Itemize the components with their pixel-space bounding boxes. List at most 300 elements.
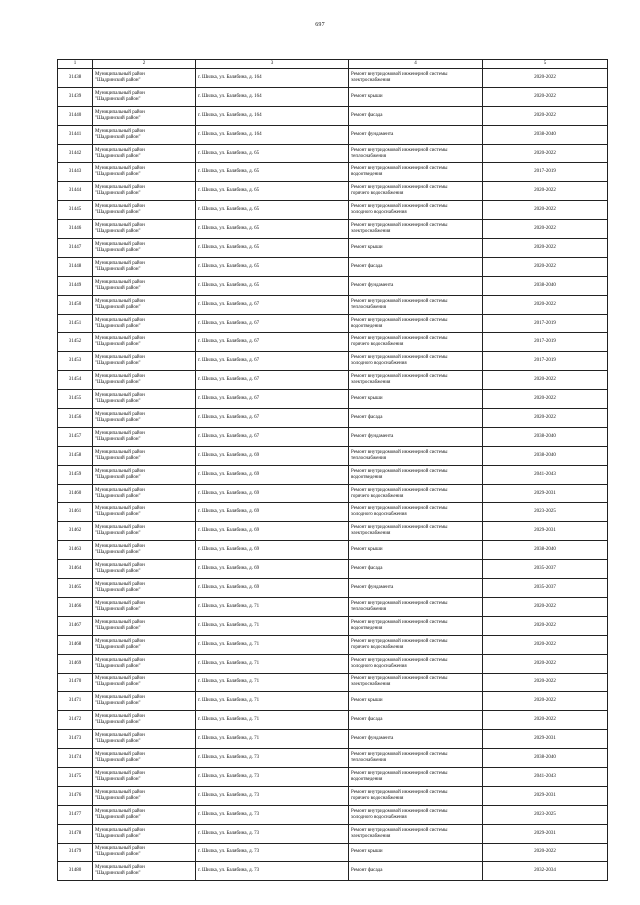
period-cell: 2020-2022 <box>483 409 608 428</box>
work-type-line: Ремонт внутридомовой инженерной системы <box>351 657 448 663</box>
page-number: 697 <box>315 22 325 28</box>
district-line: "Шадринский район" <box>95 323 141 329</box>
district-cell <box>93 465 196 484</box>
work-type-cell <box>349 144 483 163</box>
table-row <box>58 843 608 862</box>
district-line: Муниципальный район <box>95 714 145 720</box>
table-row <box>58 201 608 220</box>
district-line: Муниципальный район <box>95 449 145 455</box>
district-cell <box>93 163 196 182</box>
address-cell: г. Шилка, ул. Балябина, д. 69 <box>196 484 349 503</box>
row-number: 31439 <box>58 87 93 106</box>
row-number: 31478 <box>58 824 93 843</box>
work-type-line: водоотведения <box>351 474 383 480</box>
district-line: "Шадринский район" <box>95 493 141 499</box>
work-type-line: теплоснабжения <box>351 304 386 310</box>
address-cell: г. Шилка, ул. Балябина, д. 65 <box>196 257 349 276</box>
work-type-cell <box>349 786 483 805</box>
work-type-line: водоотведения <box>351 323 383 329</box>
district-line: Муниципальный район <box>95 336 145 342</box>
district-line: Муниципальный район <box>95 109 145 115</box>
work-type-cell <box>349 239 483 258</box>
table-row <box>58 484 608 503</box>
address-cell: г. Шилка, ул. Балябина, д. 65 <box>196 239 349 258</box>
district-line: Муниципальный район <box>95 90 145 96</box>
district-cell <box>93 824 196 843</box>
table-row <box>58 390 608 409</box>
district-line: "Шадринский район" <box>95 739 141 745</box>
work-type-line: Ремонт внутридомовой инженерной системы <box>351 827 448 833</box>
address-cell: г. Шилка, ул. Балябина, д. 69 <box>196 522 349 541</box>
period-cell: 2029-2031 <box>483 730 608 749</box>
district-cell <box>93 201 196 220</box>
district-cell <box>93 182 196 201</box>
work-type-line: электроснабжения <box>351 833 391 839</box>
table-row <box>58 106 608 125</box>
row-number: 31447 <box>58 239 93 258</box>
table-row <box>58 805 608 824</box>
row-number: 31466 <box>58 597 93 616</box>
address-cell: г. Шилка, ул. Балябина, д. 69 <box>196 503 349 522</box>
row-number: 31473 <box>58 730 93 749</box>
district-line: "Шадринский район" <box>95 417 141 423</box>
district-line: "Шадринский район" <box>95 285 141 291</box>
work-type-line: горячего водоснабжения <box>351 493 404 499</box>
district-line: "Шадринский район" <box>95 720 141 726</box>
work-type-cell <box>349 843 483 862</box>
district-cell <box>93 314 196 333</box>
district-line: Муниципальный район <box>95 430 145 436</box>
work-type-line: Ремонт фасада <box>351 414 383 420</box>
district-line: "Шадринский район" <box>95 682 141 688</box>
work-type-line: холодного водоснабжения <box>351 814 407 820</box>
work-type-line: электроснабжения <box>351 77 391 83</box>
row-number: 31480 <box>58 862 93 881</box>
district-line: "Шадринский район" <box>95 380 141 386</box>
period-cell: 2020-2022 <box>483 635 608 654</box>
work-type-line: Ремонт фасада <box>351 263 383 269</box>
table-row <box>58 749 608 768</box>
row-number: 31477 <box>58 805 93 824</box>
address-cell: г. Шилка, ул. Балябина, д. 67 <box>196 352 349 371</box>
district-line: "Шадринский район" <box>95 247 141 253</box>
table-row <box>58 182 608 201</box>
address-cell: г. Шилка, ул. Балябина, д. 71 <box>196 692 349 711</box>
district-line: Муниципальный район <box>95 487 145 493</box>
row-number: 31470 <box>58 673 93 692</box>
work-type-line: Ремонт фундамента <box>351 282 394 288</box>
work-type-cell <box>349 824 483 843</box>
work-type-line: Ремонт внутридомовой инженерной системы <box>351 449 448 455</box>
address-cell: г. Шилка, ул. Балябина, д. 71 <box>196 654 349 673</box>
table-row <box>58 314 608 333</box>
table-row <box>58 220 608 239</box>
period-cell: 2029-2031 <box>483 786 608 805</box>
row-number: 31445 <box>58 201 93 220</box>
work-type-line: горячего водоснабжения <box>351 191 404 197</box>
district-line: "Шадринский район" <box>95 795 141 801</box>
row-number: 31443 <box>58 163 93 182</box>
work-type-cell <box>349 163 483 182</box>
address-cell: г. Шилка, ул. Балябина, д. 73 <box>196 824 349 843</box>
work-type-line: Ремонт внутридомовой инженерной системы <box>351 638 448 644</box>
period-cell: 2017-2019 <box>483 352 608 371</box>
district-line: "Шадринский район" <box>95 776 141 782</box>
table-row <box>58 446 608 465</box>
work-type-cell <box>349 692 483 711</box>
work-type-line: водоотведения <box>351 776 383 782</box>
address-cell: г. Шилка, ул. Балябина, д. 69 <box>196 579 349 598</box>
work-type-line: Ремонт внутридомовой инженерной системы <box>351 676 448 682</box>
work-type-line: Ремонт фундамента <box>351 131 394 137</box>
period-cell: 2020-2022 <box>483 106 608 125</box>
work-type-line: Ремонт внутридомовой инженерной системы <box>351 336 448 342</box>
period-cell: 2032-2034 <box>483 862 608 881</box>
row-number: 31442 <box>58 144 93 163</box>
address-cell: г. Шилка, ул. Балябина, д. 71 <box>196 673 349 692</box>
district-line: Муниципальный район <box>95 544 145 550</box>
work-type-cell <box>349 276 483 295</box>
work-type-line: Ремонт фасада <box>351 717 383 723</box>
work-type-cell <box>349 371 483 390</box>
period-cell: 2023-2025 <box>483 805 608 824</box>
table-row <box>58 125 608 144</box>
row-number: 31460 <box>58 484 93 503</box>
row-number: 31449 <box>58 276 93 295</box>
period-cell: 2038-2040 <box>483 125 608 144</box>
row-number: 31469 <box>58 654 93 673</box>
table-row <box>58 503 608 522</box>
address-cell: г. Шилка, ул. Балябина, д. 164 <box>196 87 349 106</box>
work-type-line: Ремонт внутридомовой инженерной системы <box>351 487 448 493</box>
work-type-line: Ремонт внутридомовой инженерной системы <box>351 374 448 380</box>
work-type-cell <box>349 597 483 616</box>
header-col-3: 3 <box>196 60 349 69</box>
district-line: Муниципальный район <box>95 808 145 814</box>
district-cell <box>93 635 196 654</box>
table-row <box>58 635 608 654</box>
district-cell <box>93 767 196 786</box>
row-number: 31461 <box>58 503 93 522</box>
row-number: 31446 <box>58 220 93 239</box>
work-type-cell <box>349 541 483 560</box>
district-line: "Шадринский район" <box>95 361 141 367</box>
work-type-cell <box>349 654 483 673</box>
district-cell <box>93 352 196 371</box>
work-type-cell <box>349 352 483 371</box>
work-type-cell <box>349 390 483 409</box>
work-type-cell <box>349 201 483 220</box>
district-line: Муниципальный район <box>95 355 145 361</box>
address-cell: г. Шилка, ул. Балябина, д. 65 <box>196 144 349 163</box>
work-type-cell <box>349 69 483 88</box>
district-cell <box>93 597 196 616</box>
table-row <box>58 371 608 390</box>
address-cell: г. Шилка, ул. Балябина, д. 73 <box>196 749 349 768</box>
district-line: Муниципальный район <box>95 166 145 172</box>
district-line: Муниципальный район <box>95 374 145 380</box>
district-line: "Шадринский район" <box>95 833 141 839</box>
address-cell: г. Шилка, ул. Балябина, д. 67 <box>196 427 349 446</box>
address-cell: г. Шилка, ул. Балябина, д. 65 <box>196 276 349 295</box>
row-number: 31457 <box>58 427 93 446</box>
row-number: 31471 <box>58 692 93 711</box>
work-type-line: Ремонт внутридомовой инженерной системы <box>351 506 448 512</box>
work-type-line: Ремонт внутридомовой инженерной системы <box>351 525 448 531</box>
work-type-line: Ремонт внутридомовой инженерной системы <box>351 298 448 304</box>
district-line: Муниципальный район <box>95 204 145 210</box>
table-row <box>58 824 608 843</box>
period-cell: 2038-2040 <box>483 427 608 446</box>
row-number: 31463 <box>58 541 93 560</box>
address-cell: г. Шилка, ул. Балябина, д. 73 <box>196 805 349 824</box>
work-type-cell <box>349 446 483 465</box>
work-type-cell <box>349 295 483 314</box>
address-cell: г. Шилка, ул. Балябина, д. 65 <box>196 201 349 220</box>
table-row <box>58 711 608 730</box>
district-cell <box>93 522 196 541</box>
district-line: "Шадринский район" <box>95 304 141 310</box>
work-type-line: теплоснабжения <box>351 758 386 763</box>
table-row <box>58 427 608 446</box>
district-line: "Шадринский район" <box>95 172 141 178</box>
address-cell: г. Шилка, ул. Балябина, д. 67 <box>196 371 349 390</box>
district-line: "Шадринский район" <box>95 455 141 461</box>
work-type-line: холодного водоснабжения <box>351 361 407 367</box>
period-cell: 2020-2022 <box>483 295 608 314</box>
work-type-cell <box>349 503 483 522</box>
address-cell: г. Шилка, ул. Балябина, д. 164 <box>196 125 349 144</box>
table-row <box>58 333 608 352</box>
period-cell: 2020-2022 <box>483 692 608 711</box>
period-cell: 2035-2037 <box>483 579 608 598</box>
district-line: Муниципальный район <box>95 468 145 474</box>
row-number: 31472 <box>58 711 93 730</box>
district-line: "Шадринский район" <box>95 134 141 140</box>
work-type-line: Ремонт внутридомовой инженерной системы <box>351 468 448 474</box>
work-type-line: Ремонт фасада <box>351 112 383 118</box>
work-type-cell <box>349 579 483 598</box>
table-row <box>58 579 608 598</box>
district-line: "Шадринский район" <box>95 852 141 858</box>
row-number: 31444 <box>58 182 93 201</box>
district-cell <box>93 711 196 730</box>
address-cell: г. Шилка, ул. Балябина, д. 71 <box>196 597 349 616</box>
period-cell: 2020-2022 <box>483 616 608 635</box>
address-cell: г. Шилка, ул. Балябина, д. 65 <box>196 182 349 201</box>
district-cell <box>93 541 196 560</box>
work-type-cell <box>349 522 483 541</box>
district-line: "Шадринский район" <box>95 342 141 348</box>
row-number: 31458 <box>58 446 93 465</box>
address-cell: г. Шилка, ул. Балябина, д. 71 <box>196 635 349 654</box>
address-cell: г. Шилка, ул. Балябина, д. 164 <box>196 106 349 125</box>
district-line: "Шадринский район" <box>95 701 141 707</box>
period-cell: 2017-2019 <box>483 163 608 182</box>
work-type-line: холодного водоснабжения <box>351 512 407 518</box>
row-number: 31456 <box>58 409 93 428</box>
work-type-line: Ремонт внутридомовой инженерной системы <box>351 808 448 814</box>
district-cell <box>93 409 196 428</box>
district-line: Муниципальный район <box>95 789 145 795</box>
district-line: Муниципальный район <box>95 393 145 399</box>
district-line: Муниципальный район <box>95 733 145 739</box>
district-line: Муниципальный район <box>95 185 145 191</box>
work-type-line: водоотведения <box>351 625 383 631</box>
work-type-cell <box>349 220 483 239</box>
row-number: 31451 <box>58 314 93 333</box>
district-line: Муниципальный район <box>95 827 145 833</box>
table-row <box>58 522 608 541</box>
district-line: "Шадринский район" <box>95 814 141 820</box>
row-number: 31462 <box>58 522 93 541</box>
address-cell: г. Шилка, ул. Балябина, д. 67 <box>196 314 349 333</box>
district-line: "Шадринский район" <box>95 644 141 650</box>
repair-schedule-table <box>57 59 608 881</box>
row-number: 31468 <box>58 635 93 654</box>
work-type-cell <box>349 427 483 446</box>
work-type-line: холодного водоснабжения <box>351 210 407 216</box>
district-line: "Шадринский район" <box>95 531 141 537</box>
district-cell <box>93 446 196 465</box>
work-type-cell <box>349 182 483 201</box>
work-type-line: Ремонт крыши <box>351 244 383 250</box>
district-line: "Шадринский район" <box>95 871 141 877</box>
row-number: 31438 <box>58 69 93 88</box>
table-row <box>58 87 608 106</box>
work-type-line: Ремонт фасада <box>351 868 383 874</box>
period-cell: 2038-2040 <box>483 446 608 465</box>
district-line: Муниципальный район <box>95 619 145 625</box>
work-type-cell <box>349 711 483 730</box>
work-type-line: горячего водоснабжения <box>351 795 404 801</box>
work-type-line: электроснабжения <box>351 229 391 235</box>
address-cell: г. Шилка, ул. Балябина, д. 73 <box>196 767 349 786</box>
district-cell <box>93 333 196 352</box>
district-line: Муниципальный район <box>95 411 145 417</box>
table-row <box>58 541 608 560</box>
work-type-line: Ремонт внутридомовой инженерной системы <box>351 147 448 153</box>
district-line: "Шадринский район" <box>95 474 141 480</box>
work-type-cell <box>349 87 483 106</box>
work-type-line: электроснабжения <box>351 380 391 386</box>
period-cell: 2020-2022 <box>483 257 608 276</box>
period-cell: 2023-2025 <box>483 503 608 522</box>
row-number: 31440 <box>58 106 93 125</box>
district-line: Муниципальный район <box>95 260 145 266</box>
row-number: 31455 <box>58 390 93 409</box>
work-type-cell <box>349 862 483 881</box>
work-type-line: теплоснабжения <box>351 455 386 461</box>
district-cell <box>93 125 196 144</box>
header-col-2: 2 <box>93 60 196 69</box>
work-type-line: водоотведения <box>351 172 383 178</box>
row-number: 31479 <box>58 843 93 862</box>
district-line: Муниципальный район <box>95 241 145 247</box>
row-number: 31464 <box>58 560 93 579</box>
period-cell: 2020-2022 <box>483 371 608 390</box>
work-type-line: Ремонт внутридомовой инженерной системы <box>351 600 448 606</box>
period-cell: 2038-2040 <box>483 276 608 295</box>
period-cell: 2017-2019 <box>483 333 608 352</box>
period-cell: 2029-2031 <box>483 824 608 843</box>
period-cell: 2020-2022 <box>483 843 608 862</box>
table-row <box>58 257 608 276</box>
address-cell: г. Шилка, ул. Балябина, д. 67 <box>196 390 349 409</box>
address-cell: г. Шилка, ул. Балябина, д. 73 <box>196 843 349 862</box>
table-row <box>58 276 608 295</box>
work-type-line: Ремонт внутридомовой инженерной системы <box>351 789 448 795</box>
address-cell: г. Шилка, ул. Балябина, д. 69 <box>196 560 349 579</box>
work-type-line: Ремонт внутридомовой инженерной системы <box>351 355 448 361</box>
table-row <box>58 295 608 314</box>
address-cell: г. Шилка, ул. Балябина, д. 71 <box>196 711 349 730</box>
work-type-cell <box>349 257 483 276</box>
work-type-cell <box>349 767 483 786</box>
work-type-cell <box>349 616 483 635</box>
district-cell <box>93 69 196 88</box>
work-type-line: Ремонт внутридомовой инженерной системы <box>351 71 448 77</box>
district-cell <box>93 276 196 295</box>
row-number: 31450 <box>58 295 93 314</box>
address-cell: г. Шилка, ул. Балябина, д. 71 <box>196 616 349 635</box>
district-line: Муниципальный район <box>95 563 145 569</box>
table-row <box>58 144 608 163</box>
row-number: 31453 <box>58 352 93 371</box>
district-cell <box>93 730 196 749</box>
district-cell <box>93 654 196 673</box>
district-line: "Шадринский район" <box>95 512 141 518</box>
district-line: Муниципальный район <box>95 147 145 153</box>
row-number: 31452 <box>58 333 93 352</box>
table-row <box>58 654 608 673</box>
table-row <box>58 163 608 182</box>
header-col-5: 5 <box>483 60 608 69</box>
district-cell <box>93 616 196 635</box>
district-cell <box>93 427 196 446</box>
header-col-1: 1 <box>58 60 93 69</box>
row-number: 31476 <box>58 786 93 805</box>
period-cell: 2038-2040 <box>483 541 608 560</box>
district-cell <box>93 484 196 503</box>
table-row <box>58 616 608 635</box>
row-number: 31459 <box>58 465 93 484</box>
address-cell: г. Шилка, ул. Балябина, д. 67 <box>196 295 349 314</box>
work-type-line: Ремонт крыши <box>351 93 383 99</box>
period-cell: 2020-2022 <box>483 673 608 692</box>
district-line: "Шадринский район" <box>95 758 141 763</box>
district-line: Муниципальный район <box>95 525 145 531</box>
work-type-cell <box>349 484 483 503</box>
address-cell: г. Шилка, ул. Балябина, д. 71 <box>196 730 349 749</box>
work-type-line: Ремонт крыши <box>351 698 383 704</box>
work-type-line: Ремонт внутридомовой инженерной системы <box>351 317 448 323</box>
address-cell: г. Шилка, ул. Балябина, д. 67 <box>196 409 349 428</box>
work-type-cell <box>349 749 483 768</box>
district-line: "Шадринский район" <box>95 399 141 405</box>
district-line: Муниципальный район <box>95 865 145 871</box>
address-cell: г. Шилка, ул. Балябина, д. 65 <box>196 220 349 239</box>
address-cell: г. Шилка, ул. Балябина, д. 164 <box>196 69 349 88</box>
district-cell <box>93 805 196 824</box>
table-row <box>58 767 608 786</box>
table-row <box>58 786 608 805</box>
district-line: "Шадринский район" <box>95 210 141 216</box>
row-number: 31465 <box>58 579 93 598</box>
table-row <box>58 597 608 616</box>
period-cell: 2020-2022 <box>483 239 608 258</box>
address-cell: г. Шилка, ул. Балябина, д. 69 <box>196 446 349 465</box>
